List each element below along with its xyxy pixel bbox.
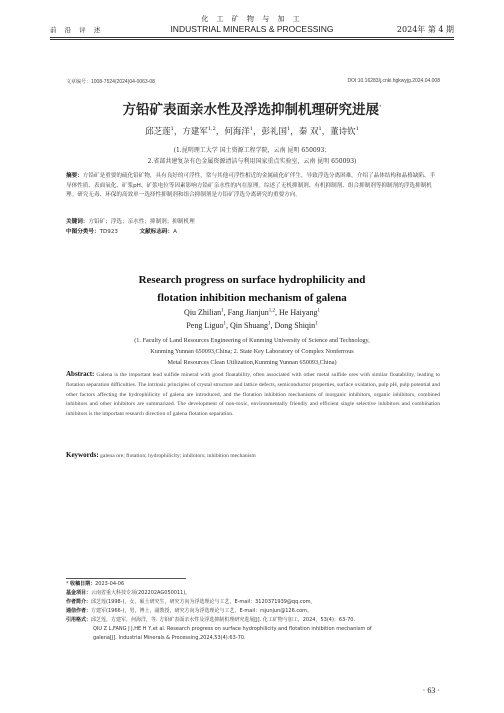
- author-name: Qiu Zhilian: [184, 308, 222, 317]
- paper-title-cn-text: 方铅矿表面亲水性及浮选抑制机理研究进展: [122, 102, 379, 118]
- footnote-rule: [66, 578, 186, 579]
- affiliation-cn-1: (1.昆明理工大学 国土资源工程学院，云南 昆明 650093；: [173, 147, 331, 154]
- author-affiliation-mark: 1,2: [268, 308, 276, 314]
- journal-title-cn: 化 工 矿 物 与 加 工: [201, 15, 303, 23]
- author-name: Qin Shuang: [229, 321, 268, 330]
- author-list-en-line-1: Qiu Zhilian$^1$, Fang Jianjun$^{1,2}$, He Haiyang$^1$: [184, 308, 320, 317]
- author-affiliation-mark: 1: [267, 321, 271, 327]
- issue-label: 2024年 第 4 期: [396, 25, 454, 34]
- footnote-author: [66, 599, 456, 607]
- author-affiliation-mark: 1: [221, 308, 224, 314]
- footnote-fund: [66, 590, 456, 598]
- article-id: 文章编号：1008-7524(2024)04-0063-08: [66, 79, 155, 85]
- citation-en-line-2: galena[J]. Industrial Minerals & Processing,2024,53(4):63-70.: [93, 635, 246, 641]
- keywords-cn-text: 方铅矿；浮选；亲水性；抑制剂；抑制机理: [88, 219, 195, 225]
- citation-cn: 邱芝莲，方建军，何海洋，等. 方铅矿表面亲水性及浮选抑制机理研究进展[J]. 化工矿物与加工，2024，53(4)：63-70.: [91, 617, 356, 623]
- author-affiliation-mark: 1: [318, 126, 322, 133]
- author-affiliation-mark: 1: [315, 321, 318, 327]
- author-name: 方建军: [182, 127, 208, 137]
- author-name: 秦 双: [298, 127, 319, 137]
- author-name: Dong Shiqin: [274, 321, 316, 330]
- article-meta: [66, 78, 440, 88]
- citation-en-line-1: QIU Z L,FANG J J,HE H Y,et al. Research progress on surface hydrophilicity and flotation inhibition mechanism of: [93, 626, 372, 632]
- abstract-cn-text: 方铅矿是重要的硫化铅矿物，具有良好的可浮性，常与其他可浮性相近的金属硫化矿伴生，导致浮选分离困难。介绍了晶体结构和晶格缺陷、半导体性质、表面氧化、矿浆pH、矿浆电位等因素影响方铅矿亲水性的内在原理。综述了无机抑制剂、有机抑制剂、组合抑制剂等抑制剂的浮选抑制机理。研究无毒、环保的高效单一选择性抑制剂和组合抑制剂是方铅矿浮选分离研究的重要方向。: [66, 173, 436, 198]
- abstract-cn: [66, 172, 440, 201]
- author-affiliation-mark: 1: [317, 308, 320, 314]
- title-footnote-mark: *: [379, 104, 382, 111]
- author-bio-label: 作者简介：: [66, 599, 92, 605]
- abstract-en-text: Galena is the important lead sulfide mineral with good floatability, often associated with other metal sulfide ores with similar floatability, leading to flotation separation difficulties. The intrinsic principles of crystal structure and lattice defects, semiconductor properties, surface oxidation, pulp pH, pulp potential and other factors affecting the hydrophilicity of galena are introduced, and the flotation inhibition mechanisms of inorganic inhibitors, organic inhibitors, combined inhibitors and other inhibitors are summarized. The development of non-toxic, environmentally friendly and efficient single selective inhibitors and combination inhibitors is the important research direction of galena flotation separation.: [66, 372, 440, 418]
- author-affiliation-mark: 1: [249, 126, 254, 133]
- author-name: 何海洋: [224, 127, 250, 137]
- header-rule-thin: [50, 39, 454, 40]
- doc-code-label: 文献标志码：: [139, 229, 174, 235]
- paper-title-en-line-2: flotation inhibition mechanism of galena: [157, 292, 347, 304]
- author-name: Peng Liguo: [186, 321, 224, 330]
- affiliation-en-1: (1. Faculty of Land Resources Engineering of Kunming University of Science and Technology,: [134, 337, 370, 344]
- fund-label: 基金项目：: [66, 590, 92, 596]
- author-affiliation-mark: 1: [287, 126, 291, 133]
- footnote-received: [66, 581, 456, 589]
- paper-title-cn: [0, 98, 504, 118]
- journal-title-en: INDUSTRIAL MINERALS & PROCESSING: [170, 24, 334, 34]
- abstract-en-label: Abstract:: [66, 370, 95, 378]
- corresponding-label: 通信作者：: [66, 608, 92, 614]
- keywords-en-text: galena ore; flotation; hydrophilicity; inhibitors; inhibition mechanism: [100, 453, 256, 459]
- clc-label: 中图分类号：: [66, 229, 100, 235]
- header-rule: [50, 37, 454, 38]
- affiliation-en-3: Metal Resources Clean Utilization,Kunming Yunnan 650093,China): [167, 359, 337, 366]
- affiliation-cn-2: 2.省部共建复杂有色金属资源清洁与利用国家重点实验室，云南 昆明 650093): [147, 158, 357, 165]
- author-affiliation-mark: 1,2: [207, 126, 216, 133]
- keywords-en: [66, 451, 440, 459]
- received-label: 收稿日期：: [70, 581, 96, 587]
- keywords-en-label: Keywords:: [66, 451, 99, 459]
- doc-code-value: A: [173, 229, 177, 235]
- abstract-cn-label: 摘要：: [66, 173, 83, 179]
- abstract-en: [66, 370, 440, 420]
- keywords-cn-label: 关键词：: [66, 219, 89, 225]
- doi: DOI:10.16283/j.cnki.hgkwyjg.2024.04.008: [347, 78, 440, 84]
- running-header: [50, 23, 454, 35]
- keywords-cn: [66, 218, 440, 228]
- footnote-citation: [66, 617, 456, 625]
- author-affiliation-mark: 1: [170, 126, 174, 133]
- section-label: 前 沿 评 述: [50, 26, 104, 34]
- author-name: 邱芝莲: [145, 127, 171, 137]
- classification-cn: [66, 228, 440, 238]
- author-list-en-line-2: Peng Liguo$^1$, Qin Shuang$^1$, Dong Shiqin$^1$: [186, 321, 318, 330]
- paper-title-en-line-1: Research progress on surface hydrophilicity and: [138, 274, 366, 286]
- author-name: 董诗钦: [330, 127, 356, 137]
- fund-text: 云南省重大科技专项(202202AG050011)。: [91, 590, 191, 596]
- author-list-cn: 邱芝莲$^1$，方建军$^{1,2}$，何海洋$^1$，彭礼国$^1$，秦 双$^1$，董诗钦$^1$: [145, 126, 359, 137]
- clc-value: TD923: [99, 229, 118, 235]
- author-affiliation-mark: 1: [223, 321, 226, 327]
- author-name: 彭礼国: [261, 127, 288, 137]
- author-name: He Haiyang: [279, 308, 318, 317]
- author-name: Fang Jianjun: [227, 308, 269, 317]
- author-affiliation-mark: 1: [355, 126, 359, 133]
- citation-label: 引用格式：: [66, 617, 92, 623]
- corresponding-text: 方建军(1966-)，男，博士，副教授，研究方向为浮选理论与工艺，E-mail：rsjunjun@126.com。: [91, 608, 313, 614]
- affiliation-en-2: Kunming Yunnan 650093,China; 2. State Key Laboratory of Complex Nonferrous: [150, 348, 354, 355]
- footnote-corresponding: [66, 608, 456, 616]
- author-bio-text: 邱芝莲(1998-)，女，硕士研究生，研究方向为浮选理论与工艺，E-mail：3120371939@qq.com。: [91, 599, 316, 605]
- received-date: 2023-04-06: [95, 581, 125, 587]
- page-number: · 63 ·: [422, 686, 440, 695]
- footnote-star: *: [66, 581, 69, 587]
